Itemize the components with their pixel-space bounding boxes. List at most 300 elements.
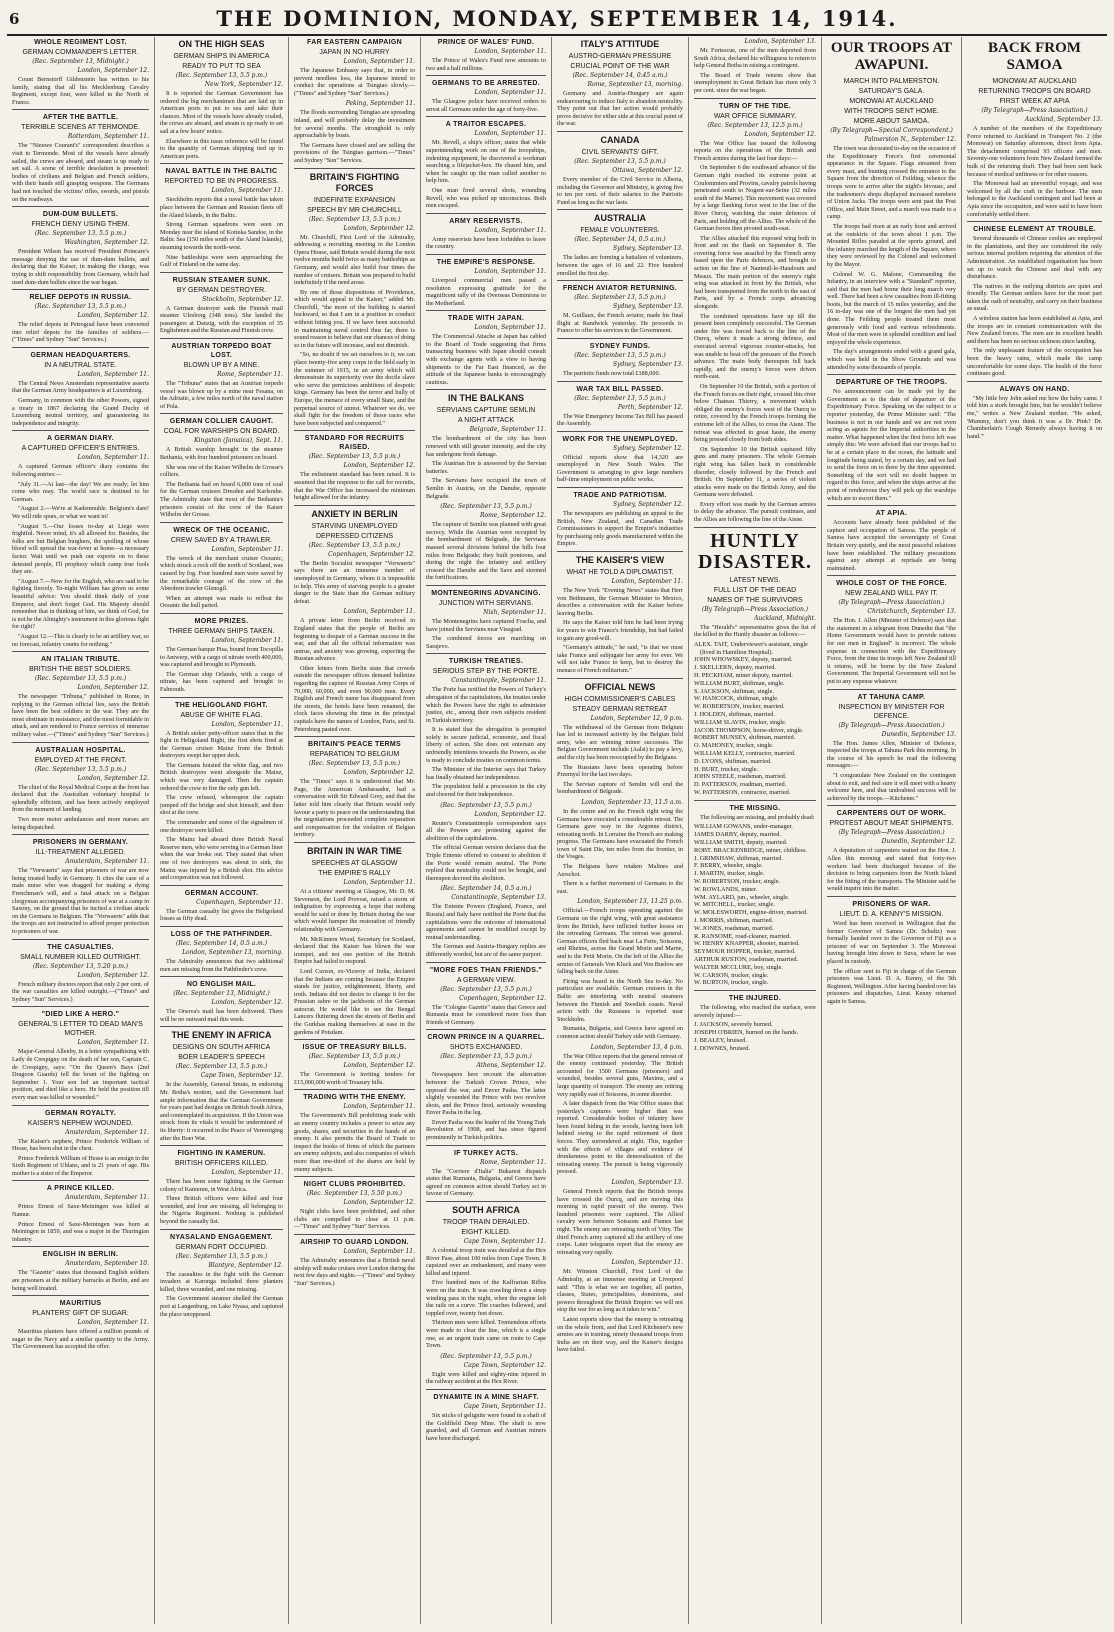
article-divider xyxy=(827,374,956,375)
article-dateline: Peking, September 11. xyxy=(345,100,415,108)
article-dateline: London, September 13, 4 p.m. xyxy=(590,1043,683,1051)
article-divider xyxy=(160,926,283,927)
article-headline: TURKISH TREATIES. xyxy=(448,658,524,666)
article-headline: AIRSHIP TO GUARD LONDON. xyxy=(300,1238,409,1246)
article-received-date: (Rec. September 13, 5.5 p.m.) xyxy=(440,1053,532,1061)
article-headline: THE INJURED. xyxy=(728,995,782,1003)
article xyxy=(160,1026,283,1142)
article-headline: WAR TAX BILL PASSED. xyxy=(576,385,664,393)
article-dateline: Cape Town, September 11. xyxy=(463,1238,546,1246)
article-dateline: Copenhagen, September 12. xyxy=(459,994,546,1002)
article xyxy=(426,1145,546,1198)
article-dateline: London, September 11. xyxy=(211,636,283,644)
article-paragraph: The Russians have been operating before Przemysl for the last two days. xyxy=(557,763,683,779)
article-subhead: NEW ZEALAND WILL PAY IT. xyxy=(845,590,938,598)
name-list-item: J. SKELLERN, deputy, married. xyxy=(694,664,776,672)
article-paragraph: "My little boy John asked me how the baby came. I told him a stork brought him, but he wouldn't believe me," writes a New Zealand mother. "He asked, 'Mummy, don't you think it was a Dr. Pink? Dr. Chamberlain's Cough Remedy always having it on hand.'" xyxy=(967,394,1102,440)
article-received-date: (Rec. September 13, Midnight.) xyxy=(32,58,129,65)
article-dateline: Perth, September 12. xyxy=(617,403,683,411)
article-dateline: London, September 11. xyxy=(343,1247,415,1255)
article-paragraph: The "Gazette" states that thousand English soldiers are prisoners at the military barracks at Berlin, and are being well treated. xyxy=(12,1269,149,1292)
article xyxy=(426,885,546,958)
article-subhead: IN A NEUTRAL STATE. xyxy=(44,361,117,369)
article xyxy=(294,736,415,839)
article-paragraph: Mauritius planters have offered a million pounds of sugar to the Navy and a similar quantity to the Army. The Government has accepted the offer. xyxy=(12,1328,149,1351)
article xyxy=(426,962,546,1027)
article-subhead: JUNCTION WITH SERVIANS. xyxy=(438,599,534,607)
article-headline: MONTENEGRINS ADVANCING. xyxy=(431,589,541,597)
article-paragraph: A colonial troop train was derailed at the Hex River Pass, about 100 miles from Cape Town. It capsized over an embankment, and many were killed and injured. xyxy=(426,1247,546,1277)
article xyxy=(294,100,415,164)
article-paragraph: The Austrian fire is answered by the Servian batteries. xyxy=(426,460,546,475)
article-received-date: (Rec. September 13, 5.5 p.m.) xyxy=(440,1352,532,1360)
article-dateline: Palmerston N., September 12. xyxy=(864,136,956,143)
article-paragraph: On September 10 the British captured fifty guns and many prisoners. The whole German right wing has fallen back in considerable disorder, closely followed by the French and British. On September 11, a series of violent attacks were made on the British Army, and the Germans were defeated. xyxy=(694,445,816,499)
article-received-date: (By Telegraph—Press Association.) xyxy=(981,107,1088,114)
article-divider xyxy=(426,653,546,654)
name-list-item: W. BURTON, trucker, single. xyxy=(694,979,769,987)
article xyxy=(12,347,149,428)
article-paragraph: A German destroyer sank the Finnish mail steamer Ulesborg (348 tons). She landed the passengers at Danzig, with the exception of 35 Englishmen and the Russian and Finnish crew. xyxy=(160,304,283,335)
article-headline: DUM-DUM BULLETS. xyxy=(42,211,119,219)
name-list-item: S. JACKSON, shiftman, single. xyxy=(694,687,774,695)
article-headline: TURN OF THE TIDE. xyxy=(719,102,791,110)
article-dateline: London, September 13, 11.25 p.m. xyxy=(577,898,683,906)
article-paragraph: The Montenegrins have captured Foscha, and have joined the Servians near Visegrad. xyxy=(426,617,546,633)
article-paragraph: The town was decorated to-day on the occasion of the Expeditionary Force's first ceremonial appearance in the Square. Flags streamed from every mast, and bunting crossed the entrance to the Square from the direction of Feilding, whence the troops were to arrive after the night's bivouac, and the tradesmen's shops displayed increased numbers of Union Jacks. The troops were sent past the Post Office, and Main Street, and a march was made to a camp. xyxy=(827,145,956,221)
article-subhead: REPARATION TO BELGIUM xyxy=(309,751,400,759)
article-paragraph: A wireless station has been established at Apia, and the troops are in constant communication with the New Zealand forces. The men are in excellent health and there has been no serious sickness since landing. xyxy=(967,315,1102,345)
article-headline: WORK FOR THE UNEMPLOYED. xyxy=(562,435,678,443)
article-headline: DYNAMITE IN A MINE SHAFT. xyxy=(433,1393,539,1401)
article-subhead: MONOWAI AT AUCKLAND xyxy=(992,78,1077,85)
article xyxy=(12,1006,149,1101)
article-subhead: BRITISH THE BEST SOLDIERS. xyxy=(29,666,132,674)
article xyxy=(12,206,149,286)
article-paragraph: The War Office has issued the following reports on the operations of the British and French armies during the last four days:— xyxy=(694,139,816,162)
article-subhead: STARVING UNEMPLOYED xyxy=(311,522,398,530)
article-dateline: London, September 11. xyxy=(474,89,546,97)
article-paragraph: Six sticks of gelignite were found in a shaft of the Goldfield Deep Mine. The shaft is now guarded, and all German and Austrian miners have been discharged. xyxy=(426,1411,546,1442)
article-headline: MAURITIUS xyxy=(59,1300,102,1308)
article-subhead: LIEUT. D. A. KENNY'S MISSION. xyxy=(839,910,944,918)
article-paragraph: Germany and Austria-Hungary are again endeavouring to induce Italy to abandon neutrality. They point out that her action would probably prove decisive for either side at this crucial point of the war. xyxy=(557,90,683,128)
article-paragraph: The casualties in the fight with the German invaders at Karonga included three planters killed, three wounded, and one missing. xyxy=(160,1270,283,1293)
article-paragraph: Night clubs have been prohibited, and other clubs are compelled to close at 11 p.m.—"Times" and Sydney "Sun" Services. xyxy=(294,1208,415,1231)
name-list-item: JOHN WHOWSKEY, deputy, married. xyxy=(694,656,793,664)
article-received-date: (Rec. September 13, 5.5 p.m.) xyxy=(440,503,532,511)
article-divider xyxy=(557,487,683,488)
article-dateline: Auckland, Midnight. xyxy=(754,614,816,622)
article xyxy=(967,221,1102,378)
article-subhead: READY TO PUT TO SEA xyxy=(182,63,261,70)
article-headline: RELIEF DEPOTS IN RUSSIA. xyxy=(29,294,132,302)
article-headline: ON THE HIGH SEAS xyxy=(178,39,265,49)
article-subhead: CRUCIAL POINT OF THE WAR xyxy=(570,63,670,70)
article-paragraph: The officer sent to Fiji in charge of the German prisoners was Lieut. D. A. Kenny, of the 5th Regiment, Wellington. After having handed over his prisoners and dispatches, Lieut. Kenny returned again to Samoa. xyxy=(827,967,956,1005)
article-paragraph: Army reservists have been forbidden to leave the country. xyxy=(426,235,546,251)
article xyxy=(694,38,816,95)
article xyxy=(426,38,546,72)
article-headline: THE MISSING. xyxy=(729,804,781,812)
name-list-item: R. RANSOME, road-cleaner, married. xyxy=(694,932,791,940)
article-dateline: Copenhagen, September 12. xyxy=(328,550,415,558)
article-paragraph: The Germans hoisted the white flag, and two British destroyers went alongside the Mainz, which was very damaged. Then the captain ordered the crew to fire the only gun left. xyxy=(160,761,283,792)
article-paragraph: When an attempt was made to refloat the Oceanic the hull parted. xyxy=(160,594,283,610)
article-dateline: Rome, September 11. xyxy=(216,371,283,379)
article-paragraph: The Servians have occupied the town of Semlin in Austria, on the Danube, opposite Belgrade. xyxy=(426,477,546,500)
article-headline: OFFICIAL NEWS xyxy=(584,681,656,692)
article-dateline: London, September 11. xyxy=(211,187,283,195)
article-paragraph: A number of the members of the Expeditionary Force returned to Auckland in Transport No. 2 (the Monowai) on Saturday afternoon, direct from Apia. The detachment comprised 93 officers and men. Seventy-one volunteers from New Zealand formed the bulk of the returning draft. They had been sent back because of medical unfitness or for other reasons. xyxy=(967,125,1102,178)
article-dateline: London, September 11. xyxy=(474,267,546,275)
article-paragraph: There is a further movement of Germans to the east. xyxy=(557,880,683,895)
article-paragraph: The enlistment standard has been raised. It is assumed that the response to the call for recruits, that the War Office has increased the minimum height allowed for the infantry. xyxy=(294,471,415,502)
article xyxy=(160,1145,283,1226)
column-3 xyxy=(289,37,421,1624)
article-received-date: (Rec. September 14, 0.5 a.m.) xyxy=(574,236,666,244)
article-headline: GERMAN ROYALTY. xyxy=(44,1109,116,1117)
article-headline: TRADE WITH JAPAN. xyxy=(447,315,525,323)
article xyxy=(557,338,683,378)
article-dateline: London, September 12. xyxy=(77,684,149,692)
article-dateline: London, September 12. xyxy=(77,774,149,782)
article-divider xyxy=(557,381,683,382)
article-dateline: London, September 12. xyxy=(211,999,283,1007)
article-divider xyxy=(160,976,283,977)
article-subhead: HIGH COMMISSIONER'S CABLES xyxy=(564,695,676,703)
article-received-date: (Rec. September 13, 12.5 p.m.) xyxy=(707,121,803,129)
article-dateline: London, September 13. xyxy=(611,1179,683,1187)
column-2 xyxy=(155,37,289,1624)
article-paragraph: The Berlin Socialist newspaper "Vorwaerts" says there are an immense number of unemployed in Germany, whom it is impossible to help. This army of starving people is a greater danger to the State than the German military defeat. xyxy=(294,559,415,605)
article-dateline: Cape Town, September 12. xyxy=(463,1361,546,1369)
article-dateline: London, September 11. xyxy=(474,226,546,234)
article-headline: IF TURKEY ACTS. xyxy=(453,1149,518,1157)
article-paragraph: The commander and some of the signalmen of one destroyer were killed. xyxy=(160,819,283,834)
name-list-item: W. JONES, roadsman, married. xyxy=(694,924,774,932)
name-list-item: J. MORRIS, shiftman, married. xyxy=(694,916,774,924)
article-paragraph: Prince Ernest of Saxe-Meiningen was killed at Namur. xyxy=(12,1203,149,1219)
article xyxy=(426,389,546,500)
article-subhead: SMALL NUMBER KILLED OUTRIGHT. xyxy=(20,953,141,961)
name-list-item: J. JACKSON, severely burned. xyxy=(694,1021,773,1029)
article-subhead: FEMALE VOLUNTEERS. xyxy=(580,227,660,235)
page-number: 6 xyxy=(9,10,20,28)
article xyxy=(160,926,283,973)
article xyxy=(294,608,415,733)
article-divider xyxy=(294,736,415,737)
article xyxy=(827,40,956,371)
article-dateline: London, September 12. xyxy=(744,130,816,138)
article-paragraph: French military doctors report that only 2 per cent. of the war casualties are killed outright.—("Times" and Sydney "Sun" Services.) xyxy=(12,980,149,1003)
article-paragraph: M. Guillaux, the French aviator, made his final flight at Randwick yesterday. He proceeds to France to offer his services to the Government. xyxy=(557,312,683,335)
article-dateline: Stockholm, September 12. xyxy=(202,295,283,303)
article-headline: BRITAIN'S FIGHTING FORCES xyxy=(309,171,400,193)
article-divider xyxy=(426,254,546,255)
article xyxy=(12,742,149,832)
article-dateline: Nish, September 11. xyxy=(483,608,546,616)
article-paragraph: The Orsova's mail has been delivered. There will be no outward mail this week. xyxy=(160,1008,283,1023)
article-received-date: (Rec. September 13, 5.5 p.m.) xyxy=(440,801,532,809)
article xyxy=(160,163,283,268)
article-headline: NAVAL BATTLE IN THE BALTIC xyxy=(165,168,278,176)
article-dateline: London, September 12. xyxy=(343,1062,415,1070)
article-headline: THE HELIGOLAND FIGHT. xyxy=(175,701,268,709)
name-list-item: JOHN STEELE, roadsman, married. xyxy=(694,773,787,781)
article-divider xyxy=(426,1029,546,1030)
article-divider xyxy=(557,209,683,210)
article-divider xyxy=(827,896,956,897)
article-subhead: LATEST NEWS. xyxy=(729,576,781,584)
name-list-item: ALEX. TAIT, Underviewer's assistant, single (lived in Hamilton Hospital). xyxy=(694,640,808,656)
article-subhead: A NIGHT ATTACK xyxy=(457,417,514,425)
article-subhead: REPORTED TO BE IN PROGRESS. xyxy=(164,178,279,186)
article-subhead: PLANTERS' GIFT OF SUGAR. xyxy=(32,1310,129,1318)
article-subhead: FIRST WEEK AT APIA xyxy=(999,98,1070,105)
article-divider xyxy=(12,939,149,940)
article-paragraph: The Porte has notified the Powers of Turkey's abrogation of the capitulations, the treaties under which the Powers have the right to administer justice, etc., among their own subjects resident in Turkish territory. xyxy=(426,686,546,724)
article-subhead: STEADY GERMAN RETREAT xyxy=(572,705,668,713)
article-dateline: London, September 12. xyxy=(343,462,415,470)
article-dateline: Auckland, September 13. xyxy=(1024,116,1102,123)
article-subhead: CREW SAVED BY A TRAWLER. xyxy=(170,536,273,544)
masthead xyxy=(7,4,1107,36)
article-headline: DEPARTURE OF THE TROOPS. xyxy=(835,379,948,387)
article-received-date: (Rec. September 13, 5.5 p.m.) xyxy=(308,1053,401,1061)
article-subhead: CIVIL SERVANTS' GIFT. xyxy=(581,148,659,156)
article xyxy=(12,834,149,935)
article-subhead: MONOWAI AT AUCKLAND xyxy=(849,98,934,105)
name-list-item: W. MITCHELL, trucker, single. xyxy=(694,901,775,909)
article-received-date: (Rec. September 13, 5.5 p.m.) xyxy=(308,760,401,768)
article-divider xyxy=(160,413,283,414)
article xyxy=(557,209,683,277)
article-paragraph: Enver Pasha was the leader of the Young Turk Revolution of 1908, and has since figured prominently in Turkish politics. xyxy=(426,1118,546,1142)
name-list-item: SEYMOUR HOPPER, trucker, married. xyxy=(694,948,796,956)
article xyxy=(694,800,816,987)
article xyxy=(426,116,546,209)
article-dateline: Sydney, September 12. xyxy=(612,501,683,509)
article-subhead: SERVIANS CAPTURE SEMLIN xyxy=(436,407,536,415)
article-received-date: (Rec. September 13, 5.5 p.m.) xyxy=(574,157,666,165)
article-paragraph: The War Emergency Income Tax Bill has passed the Assembly. xyxy=(557,412,683,428)
article-paragraph: Mr. Revell, a ship's officer, states that while superintending work on one of the troopships, indenting equipment, he discovered a workman searching a lifejacket-box. He chased him, and when he caught up the man called another to help him. xyxy=(426,139,546,185)
article-headline: CROWN PRINCE IN A QUARREL. xyxy=(427,1034,545,1042)
article-dateline: Copenhagen, September 11. xyxy=(196,898,283,906)
article xyxy=(12,1246,149,1292)
column-4 xyxy=(421,37,552,1624)
article xyxy=(294,1039,415,1086)
article-paragraph: A later dispatch from the War Office states that yesterday's captures were higher than was reported. Considerable bodies of infantry have been found hiding in the woods, having been left behind owing to the rapid retirement of their forces. They surrendered at night. This, together with the effects of villages and evidence of drunkenness point to the demoralisation of the retreating enemy. The pursuit is being vigorously pressed. xyxy=(557,1100,683,1176)
article-dateline: Sydney, September 12. xyxy=(612,444,683,452)
article-paragraph: She was one of the Kaiser Wilhelm de Grosse's colliers. xyxy=(160,463,283,479)
article-paragraph: Several thousands of Chinese coolies are employed in the plantations, and they are considered the only serious internal problem requiring the attention of the Administration. An established organisation has been set up to watch the Chinese and deal with any disturbance. xyxy=(967,235,1102,281)
name-list-item: JACOB THOMPSON, horse-driver, single. xyxy=(694,726,804,734)
article xyxy=(12,939,149,1004)
article xyxy=(160,697,283,882)
column-7 xyxy=(822,37,962,1624)
article-paragraph: The newspapers are publishing an appeal to the British, New Zealand, and Canadian Trade Commissioners to support the Empire's industries by purchasing only goods manufactured within the Empire. xyxy=(557,510,683,548)
article-received-date: (Rec. September 13, 5.5 p.m.) xyxy=(175,1252,268,1260)
article-divider xyxy=(426,962,546,963)
article-divider xyxy=(12,1295,149,1296)
article-paragraph: The German and Austria-Hungary replies are differently worded, but are of the same purport. xyxy=(426,943,546,958)
article-divider xyxy=(426,389,546,390)
article-subhead: KAISER'S NEPHEW WOUNDED. xyxy=(27,1119,134,1127)
article-dateline: London, September 11. xyxy=(211,1169,283,1177)
article-divider xyxy=(160,522,283,523)
article-subhead: DEPRESSED CITIZENS xyxy=(315,532,393,540)
article-paragraph: On September 10 the British, with a portion of the French forces on their right, crossed this river below Chateau Thierry, a movement which obliged the enemy's forces west of the Ourcq to retire, covered by the French troops forming the extreme left of the Allies, to cross the Aisne. The retreat was effected in great haste, the enemy being pressed closely from both sides. xyxy=(694,382,816,444)
article xyxy=(160,522,283,610)
article-paragraph: Germany, in common with the other Powers, signed a treaty in 1867 declaring the Grand Duchy of Luxemburg neutral territory, and guaranteeing its independence and integrity. xyxy=(12,397,149,427)
article-paragraph: A private letter from Berlin received in England states that the people of Berlin are beginning to despair of a German success in the war, and that all the official information was untrue, and anxiety was growing, expecting the Russian advance. xyxy=(294,617,415,663)
article-paragraph: General French reports that the British troops have crossed the Ourcq, and are moving this morning in rapid pursuit of the enemy. Two hundred prisoners were captured. The Allied cavalry were between Soissons and Fismes last night. The enemy are retreating north of Vitry. The third French army captured all the artillery of one corps. Later telegrams report that the enemy are retreating very rapidly. xyxy=(557,1188,683,1256)
article-divider xyxy=(12,347,149,348)
article-headline: THE EMPIRE'S RESPONSE. xyxy=(436,258,536,266)
article-divider xyxy=(160,338,283,339)
article-divider xyxy=(827,805,956,806)
article-subhead: TROOP TRAIN DERAILED. xyxy=(442,1219,530,1227)
article-dateline: Rome, September 13, morning. xyxy=(587,81,683,88)
article-dateline: Sydney, September 13. xyxy=(612,303,683,311)
name-list-item: WILLIAM KELLY, contractor, married. xyxy=(694,750,796,757)
article-subhead: A GERMAN VIEW. xyxy=(456,976,516,984)
article-subhead: ILL-TREATMENT ALLEGED. xyxy=(35,849,126,857)
article-paragraph: "I congratulate New Zealand on the contingent about to exit, and feel sure it will meet with a hearty welcome here, and that undoubted success will be achieved by the troops.—Kitchener." xyxy=(827,772,956,802)
article-divider xyxy=(967,381,1102,382)
article xyxy=(426,503,546,582)
article-divider xyxy=(694,800,816,801)
article-headline: THE ENEMY IN AFRICA xyxy=(171,1030,272,1041)
article-paragraph: The Minister of the Interior says that Turkey has finally obtained her independence. xyxy=(426,766,546,781)
article-divider xyxy=(827,689,956,690)
article-paragraph: The following, who reached the surface, were severely injured:— xyxy=(694,1004,816,1019)
article-headline: CHINESE ELEMENT AT TROUBLE. xyxy=(973,226,1096,234)
article-paragraph: Lord Curzon, ex-Viceroy of India, declared that the Indians are coming because the Empire stands for justice, enlightenment, liberty, and truth. Indians did not desire to change it for the Prussian sabre or the jackboots of the German autocrat. He would like to see the Bengal Lancers fluttering down the streets of Berlin and the Gurkhas making themselves at ease in the gardens of Potsdam. xyxy=(294,967,415,1036)
article-received-date: (Rec. September 14, 0.5 a.m.) xyxy=(440,885,532,893)
name-list-item: W. ROBERTSON, trucker, married. xyxy=(694,703,785,711)
article-paragraph: Eight were killed and eighty-nine injured in the railway accident at the Hex River. xyxy=(426,1370,546,1386)
article-dateline: London, September 11. xyxy=(77,454,149,462)
name-list xyxy=(694,1021,816,1052)
article-dateline: London, September 11. xyxy=(77,370,149,378)
article-dateline: New York, September 12. xyxy=(204,81,283,88)
article xyxy=(827,689,956,803)
article xyxy=(557,678,683,796)
article-headline: SOUTH AFRICA xyxy=(452,1205,520,1216)
columns xyxy=(7,37,1107,1624)
article-paragraph: The "Tribuna" states that an Austrian torpedo vessel was blown up by a mine near Fesana, on the Adriatic, a few miles north of the naval station of Pola. xyxy=(160,380,283,410)
article-paragraph: The withdrawal of the German from Belgium has led to increased activity by the Belgian field army, who are winning minor successes. The Belgian Government include (Aalst) to pay a levy, and the city has been reoccupied by the Belgians. xyxy=(557,723,683,761)
article-dateline: Sydney, September 13. xyxy=(612,245,683,253)
article-paragraph: Strong German squadrons were seen on Monday near the island of Kotteka Sandoe, in the Baltic Sea (150 miles south of the Aland Islands), steaming towards the north-west. xyxy=(160,221,283,251)
article-dateline: London, September 11. xyxy=(343,58,415,65)
article-paragraph: By one of those dispositions of Providence, which would appeal to the Kaiser," added Mr. Churchill, "the more of the building is started backward, so that I am in a position to conduct without hitting you. If we have been successful in maintaining naval control thus far, there is sound reason to believe that our chances of doing so in the future will increase, and not diminish. xyxy=(294,288,415,349)
article-paragraph: Mr. Winston Churchill, First Lord of the Admiralty, at an immense meeting at Liverpool said: "This is what we are together, all parties, classes, States, principalities, dominions, and powers throughout the British Empire: we will not stop the war for as long as it takes to win." xyxy=(557,1268,683,1314)
article-subhead: GENERAL'S LETTER TO DEAD MAN'S MOTHER. xyxy=(18,1021,143,1038)
article xyxy=(160,272,283,335)
article xyxy=(426,1201,546,1350)
article-divider xyxy=(294,1039,415,1040)
article-subhead: EIGHT KILLED. xyxy=(461,1229,511,1237)
article-headline: A PRINCE KILLED. xyxy=(46,1185,115,1193)
article-divider xyxy=(967,221,1102,222)
article-headline: CARPENTERS OUT OF WORK. xyxy=(836,810,947,818)
article-received-date: (Rec. September 14, 0.45 a.m.) xyxy=(572,72,668,79)
article-headline: IN THE BALKANS xyxy=(448,393,524,404)
article-subhead: RETURNING TROOPS ON BOARD xyxy=(978,88,1091,95)
article-subhead: BRITISH OFFICERS KILLED. xyxy=(175,1160,268,1168)
article-paragraph: "August 2.—We're at Kadenmuhle. Belgium's dare! We will ride spurs, or what we want in! xyxy=(12,505,149,520)
article-subhead: WHAT HE TOLD A DIPLOMATIST. xyxy=(566,569,674,577)
article-paragraph: Mr. Churchill, First Lord of the Admiralty, addressing a recruiting meeting in the London Opera House, said Britain would during the next twelve months build twice as many battleships as Germany, and would also build four times the number of cruisers. Britain was prepared to build indefinitely if the need arose. xyxy=(294,233,415,287)
article-headline: TRADE AND PATRIOTISM. xyxy=(573,492,667,500)
article xyxy=(967,40,1102,218)
article-headline: AT TAHUNA CAMP. xyxy=(857,693,926,701)
article-headline: ALWAYS ON HAND. xyxy=(999,385,1070,393)
article-divider xyxy=(426,1389,546,1390)
article-paragraph: The German barque Pisa, bound from Tocopilla to Antwerp, with a cargo of nitrate worth 400,000, was captured and brought to Plymouth. xyxy=(160,645,283,669)
article-received-date: (Rec. September 13, Midnight.) xyxy=(173,990,270,998)
article-paragraph: The Belgians have retaken Malines and Aerschot. xyxy=(557,863,683,878)
article-headline: WHOLE REGIMENT LOST. xyxy=(34,39,127,46)
article-dateline: London, September 11. xyxy=(474,324,546,332)
article-divider xyxy=(160,272,283,273)
article-received-date: (Rec. September 13, 5.5 p.m.) xyxy=(440,985,532,993)
article xyxy=(426,75,546,113)
article-subhead: TERRIBLE SCENES AT TERMONDE. xyxy=(21,124,140,132)
name-list-item: WILLIAM GOWANS, under-manager. xyxy=(694,823,793,831)
article xyxy=(426,213,546,251)
article-headline: AUSTRALIAN HOSPITAL. xyxy=(35,746,126,754)
article-divider xyxy=(160,885,283,886)
article-dateline: London, September 12. xyxy=(343,224,415,232)
article xyxy=(827,505,956,572)
name-list-item: J. HOLDEN, shiftman, married. xyxy=(694,711,775,719)
article-divider xyxy=(160,1026,283,1027)
article-received-date: (Rec. September 13, 5.5 p.m.) xyxy=(308,541,401,549)
article-dateline: Amsterdam, September 11. xyxy=(65,1194,149,1202)
article-received-date: (Rec. September 13, 5.5 p.m.) xyxy=(574,294,666,302)
article-paragraph: It is stated that the abrogation is prompted solely to secure judicial, economic, and fiscal liberty of action. She does not entertain any unfriendly intentions towards the Powers, as she is ready to conclude treaties on common terms. xyxy=(426,726,546,764)
article-subhead: FRENCH DENY USING THEM. xyxy=(31,221,130,229)
article-paragraph: A British stoker petty-officer states that in the fight in Heligoland Bight, the first shots fired at the German cruiser Mainz from the British destroyers swept her upper deck. xyxy=(160,729,283,760)
name-list xyxy=(694,641,816,797)
article xyxy=(294,505,415,606)
article-headline: CANADA xyxy=(600,134,640,145)
article-divider xyxy=(12,1180,149,1181)
article-paragraph: The patriotic funds now total £188,000. xyxy=(563,369,661,377)
article-paragraph: A deputation of carpenters waited on the Hon. J. Allen this morning and stated that forty-two workers had been discharged because of the decision to bring carpenters from the North Island for the fitting of the transports. The Minister said he would inquire into the matter. xyxy=(827,847,956,893)
article xyxy=(426,1353,546,1386)
article-received-date: (Rec. September 13, 5.5 p.m.) xyxy=(34,765,127,773)
article-paragraph: Prince Ernest of Saxe-Meiningen was born at Meiningen in 1859, and was a major in the Thuringian infantry. xyxy=(12,1220,149,1243)
article-paragraph: The Kaiser's nephew, Prince Frederick William of Hesse, has been shot in the chest. xyxy=(12,1137,149,1153)
article-paragraph: Elsewhere in this issue reference will be found to the quantity of German shipping tied up in American ports. xyxy=(160,137,283,160)
article-paragraph: The "Nieuwe Courant's" correspondent describes a visit to Termonde. Most of the vessels have already sailed, the crews are aboard, and steam is up ready to set sail. A scene of terrible desolation is presented: bodies of civilians and Belgian and French soldiers, with their hands still grasping weapons. The Germans had not touched the victims' rifles, swords, and pistols on the roadways. xyxy=(12,142,149,203)
article xyxy=(294,1089,415,1173)
article-headline: BRITAIN'S PEACE TERMS xyxy=(307,741,401,749)
article-divider xyxy=(426,310,546,311)
article-received-date: (By Telegraph—Press Association.) xyxy=(701,605,809,613)
article-paragraph: Every member of the Civil Service in Alberta, including the Governor and Ministry, is giving five to ten per cent. of their salaries to the Patriotic Fund as long as the war lasts. xyxy=(557,175,683,206)
article-headline: OUR TROOPS AT AWAPUNI. xyxy=(830,40,953,73)
article-paragraph: The day's arrangements ended with a grand gala, which was held in the Show Grounds and was attended by some thousands of people. xyxy=(827,348,956,371)
article-divider xyxy=(12,1006,149,1007)
article-headline: GERMAN HEADQUARTERS. xyxy=(30,351,131,359)
